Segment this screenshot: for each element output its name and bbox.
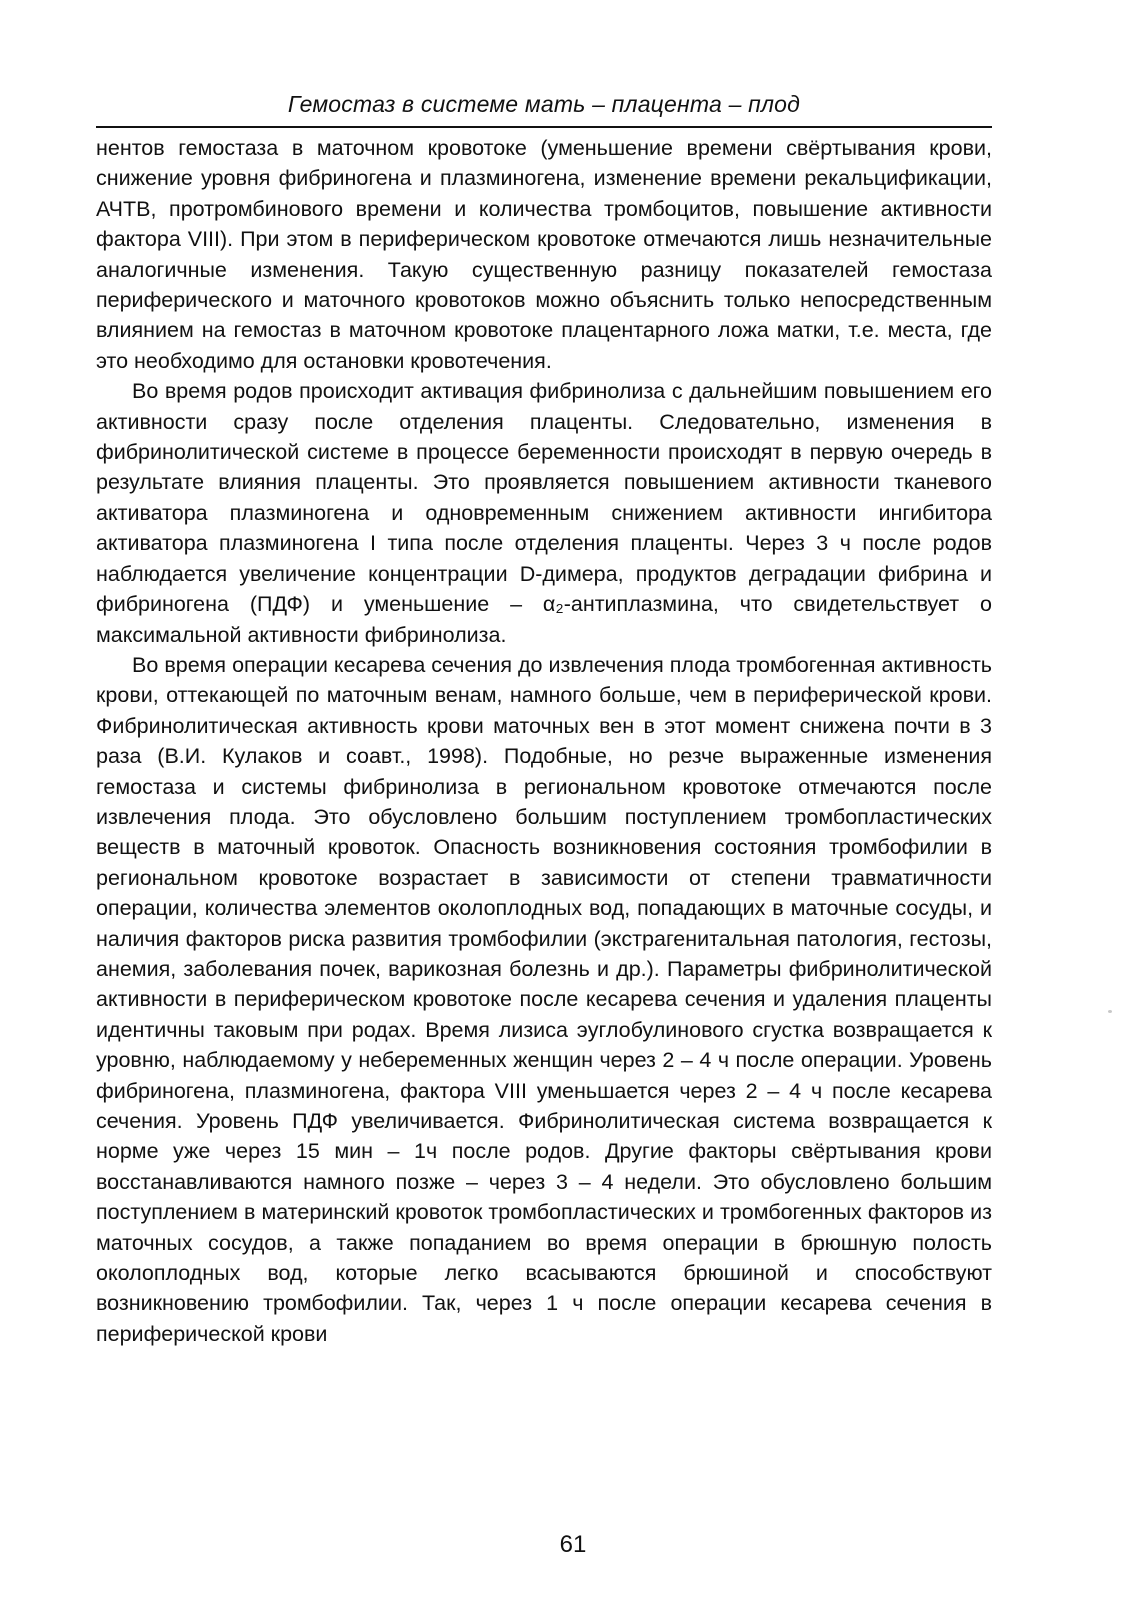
body-text: [96, 133, 992, 1349]
paragraph-continued: нентов гемостаза в маточном кровотоке (уменьшение времени свёртывания крови, снижение уровня фибриногена и плазминогена, изменение времени рекальцификации, АЧТВ, протромбинового времени и количества тромбоцитов, повышение активности фактора VIII). При этом в периферическом кровотоке отмечаются лишь незначительные аналогичные изменения. Такую существенную разницу показателей гемостаза периферического и маточного кровотоков можно объяснить только непосредственным влиянием на гемостаз в маточном кровотоке плацентарного ложа матки, т.е. места, где это необходимо для остановки кровотечения.: [96, 136, 992, 373]
page-number: 61: [559, 1531, 587, 1558]
paragraph-cesarean-section: Во время операции кесарева сечения до извлечения плода тромбогенная активность крови, оттекающей по маточным венам, намного больше, чем в периферической крови. Фибринолитическая активность крови маточных вен в этот момент снижена почти в 3 раза (В.И. Кулаков и соавт., 1998). Подобные, но резче выраженные изменения гемостаза и системы фибринолиза в региональном кровотоке отмечаются после извлечения плода. Это обусловлено большим поступлением тромбопластических веществ в маточный кровоток. Опасность возникновения состояния тромбофилии в региональном кровотоке возрастает в зависимости от степени травматичности операции, количества элементов околоплодных вод, попадающих в маточные сосуды, и наличия факторов риска развития тромбофилии (экстрагенитальная патология, гестозы, анемия, заболевания почек, варикозная болезнь и др.). Параметры фибринолитической активности в периферическом кровотоке после кесарева сечения и удаления плаценты идентичны таковым при родах. Время лизиса эуглобулинового сгустка возвращается к уровню, наблюдаемому у небеременных женщин через 2 – 4 ч после операции. Уровень фибриногена, плазминогена, фактора VIII уменьшается через 2 – 4 ч после кесарева сечения. Уровень ПДФ увеличивается. Фибринолитическая система возвращается к норме уже через 15 мин – 1ч после родов. Другие факторы свёртывания крови восстанавливаются намного позже – через 3 – 4 недели. Это обусловлено большим поступлением в материнский кровоток тромбопластических и тромбогенных факторов из маточных сосудов, а также попаданием во время операции в брюшную полость околоплодных вод, которые легко всасываются брюшиной и способствуют возникновению тромбофилии. Так, через 1 ч после операции кесарева сечения в периферической крови: [96, 652, 992, 1346]
running-head: Гемостаз в системе мать – плацента – плод: [287, 91, 801, 117]
paragraph-childbirth-fibrinolysis: Во время родов происходит активация фибринолиза с дальнейшим повышением его активности сразу после отделения плаценты. Следовательно, изменения в фибринолитической системе в процессе беременности происходят в первую очередь в результате влияния плаценты. Это проявляется повышением активности тканевого активатора плазминогена и одновременным снижением активности ингибитора активатора плазминогена I типа после отделения плаценты. Через 3 ч после родов наблюдается увеличение концентрации D-димера, продуктов деградации фибрина и фибриногена (ПДФ) и уменьшение – α₂-антиплазмина, что свидетельствует о максимальной активности фибринолиза.: [96, 379, 992, 647]
header-rule: [96, 126, 992, 128]
scan-speck: [1108, 1010, 1112, 1013]
